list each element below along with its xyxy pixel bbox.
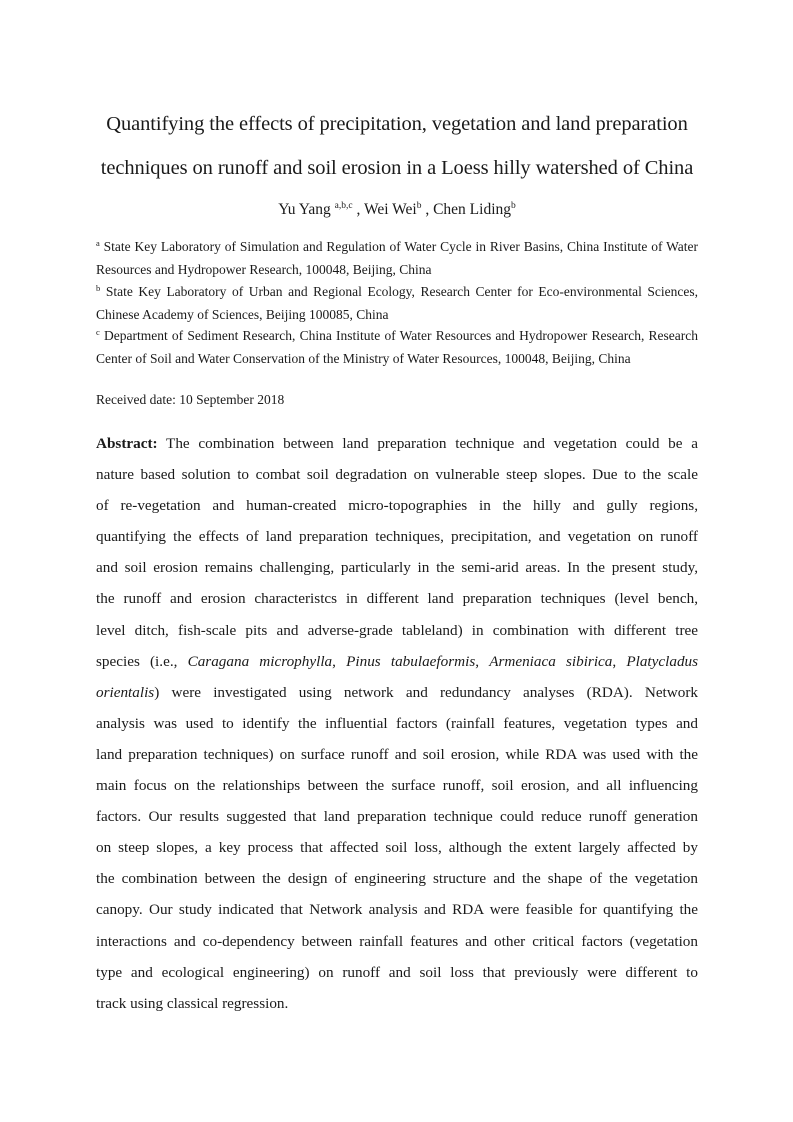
affiliation-mark: c bbox=[96, 327, 100, 338]
affiliation-item bbox=[96, 325, 698, 370]
abstract-text: and soil erosion remains challenging, particularly in the semi-arid areas. In the present study, bbox=[96, 559, 698, 577]
abstract-text: type and ecological engineering) on runoff and soil loss that previously were different to bbox=[96, 963, 698, 981]
author-list bbox=[96, 200, 698, 222]
species-name: Pinus tabulaeformis bbox=[346, 652, 476, 670]
title-line-2: techniques on runoff and soil erosion in a Loess hilly watershed of China bbox=[100, 157, 694, 179]
abstract-line bbox=[96, 926, 698, 957]
abstract-text: species (i.e., bbox=[96, 652, 188, 670]
abstract-text: factors. Our results suggested that land preparation technique could reduce runoff generation bbox=[96, 808, 698, 826]
abstract-line bbox=[96, 770, 698, 801]
species-name: Caragana microphylla bbox=[187, 652, 333, 670]
abstract-line bbox=[96, 615, 698, 646]
abstract-text: land preparation techniques) on surface runoff and soil erosion, while RDA was used with the bbox=[96, 745, 698, 763]
affiliation-item bbox=[96, 281, 698, 326]
abstract-text: on steep slopes, a key process that affected soil loss, although the extent largely affected by bbox=[96, 839, 698, 857]
abstract-text: the runoff and erosion characteristcs in different land preparation techniques (level bench, bbox=[96, 590, 698, 608]
species-name: Armeniaca sibirica bbox=[489, 652, 613, 670]
author-separator: , bbox=[421, 201, 434, 218]
abstract-text: interactions and co-dependency between rainfall features and other critical factors (vegetation bbox=[96, 932, 698, 950]
affiliation-mark: a bbox=[96, 238, 100, 248]
author-affil-mark: b bbox=[416, 201, 422, 211]
author-separator: , bbox=[352, 201, 364, 218]
abstract-text: , bbox=[612, 652, 627, 670]
abstract-text: of re-vegetation and human-created micro-topographies in the hilly and gully regions, bbox=[96, 497, 698, 515]
abstract-text: the combination between the design of engineering structure and the shape of the vegetation bbox=[96, 870, 698, 888]
abstract-line bbox=[96, 583, 698, 614]
author-affil-mark: a,b,c bbox=[334, 201, 353, 211]
abstract-line bbox=[96, 894, 698, 925]
affiliation-text: State Key Laboratory of Simulation and Regulation of Water Cycle in River Basins, China Institute of Water Resources and Hydropower Research, 100048, Beijing, China bbox=[96, 239, 699, 278]
author-affil-mark: b bbox=[511, 201, 516, 211]
abstract-line bbox=[96, 490, 698, 521]
abstract-line bbox=[96, 863, 698, 894]
species-name: Platycladus bbox=[626, 652, 699, 670]
title-line-1: Quantifying the effects of precipitation, vegetation and land preparation bbox=[106, 113, 688, 135]
abstract-line bbox=[96, 708, 698, 739]
abstract-text: The combination between land preparation technique and vegetation could be a bbox=[157, 435, 698, 452]
abstract bbox=[96, 428, 698, 1019]
abstract-line bbox=[96, 988, 698, 1019]
abstract-text: , bbox=[332, 652, 347, 670]
abstract-text: level ditch, fish-scale pits and adverse-grade tableland) in combination with different tree bbox=[96, 621, 698, 639]
abstract-line bbox=[96, 646, 698, 677]
abstract-line bbox=[96, 459, 698, 490]
abstract-line bbox=[96, 428, 698, 459]
affiliation-text: Department of Sediment Research, China Institute of Water Resources and Hydropower Research, Research Center of Soil and Water Conservation of the Ministry of Water Resources, 100048, Beijing, China bbox=[96, 328, 699, 367]
abstract-line bbox=[96, 521, 698, 552]
abstract-line bbox=[96, 957, 698, 988]
abstract-text: , bbox=[475, 652, 490, 670]
abstract-text: analysis was used to identify the influential factors (rainfall features, vegetation types and bbox=[96, 714, 698, 732]
affiliation-list bbox=[96, 236, 698, 370]
abstract-text: nature based solution to combat soil degradation on vulnerable steep slopes. Due to the scale bbox=[96, 466, 698, 484]
author-name: Wei Wei bbox=[363, 201, 417, 218]
abstract-line bbox=[96, 832, 698, 863]
affiliation-item bbox=[96, 236, 698, 281]
received-date: Received date: 10 September 2018 bbox=[96, 392, 285, 407]
abstract-line bbox=[96, 677, 698, 708]
abstract-text: quantifying the effects of land preparation techniques, precipitation, and vegetation on runoff bbox=[96, 528, 698, 546]
affiliation-mark: b bbox=[96, 282, 101, 293]
abstract-text: ) were investigated using network and redundancy analyses (RDA). Network bbox=[154, 683, 698, 701]
abstract-text: track using classical regression. bbox=[96, 994, 289, 1012]
author-name: Yu Yang bbox=[278, 201, 331, 218]
abstract-line bbox=[96, 552, 698, 583]
abstract-line bbox=[96, 801, 698, 832]
paper-title bbox=[96, 102, 698, 190]
abstract-text: main focus on the relationships between the surface runoff, soil erosion, and all influencing bbox=[96, 777, 698, 795]
species-name: orientalis bbox=[96, 683, 155, 701]
abstract-label: Abstract: bbox=[96, 435, 158, 452]
abstract-text: canopy. Our study indicated that Network analysis and RDA were feasible for quantifying the bbox=[96, 901, 698, 919]
affiliation-text: State Key Laboratory of Urban and Regional Ecology, Research Center for Eco-environmental Sciences, Chinese Academy of Sciences, Beijing 100085, China bbox=[96, 283, 699, 322]
abstract-line bbox=[96, 739, 698, 770]
author-name: Chen Liding bbox=[433, 201, 512, 218]
